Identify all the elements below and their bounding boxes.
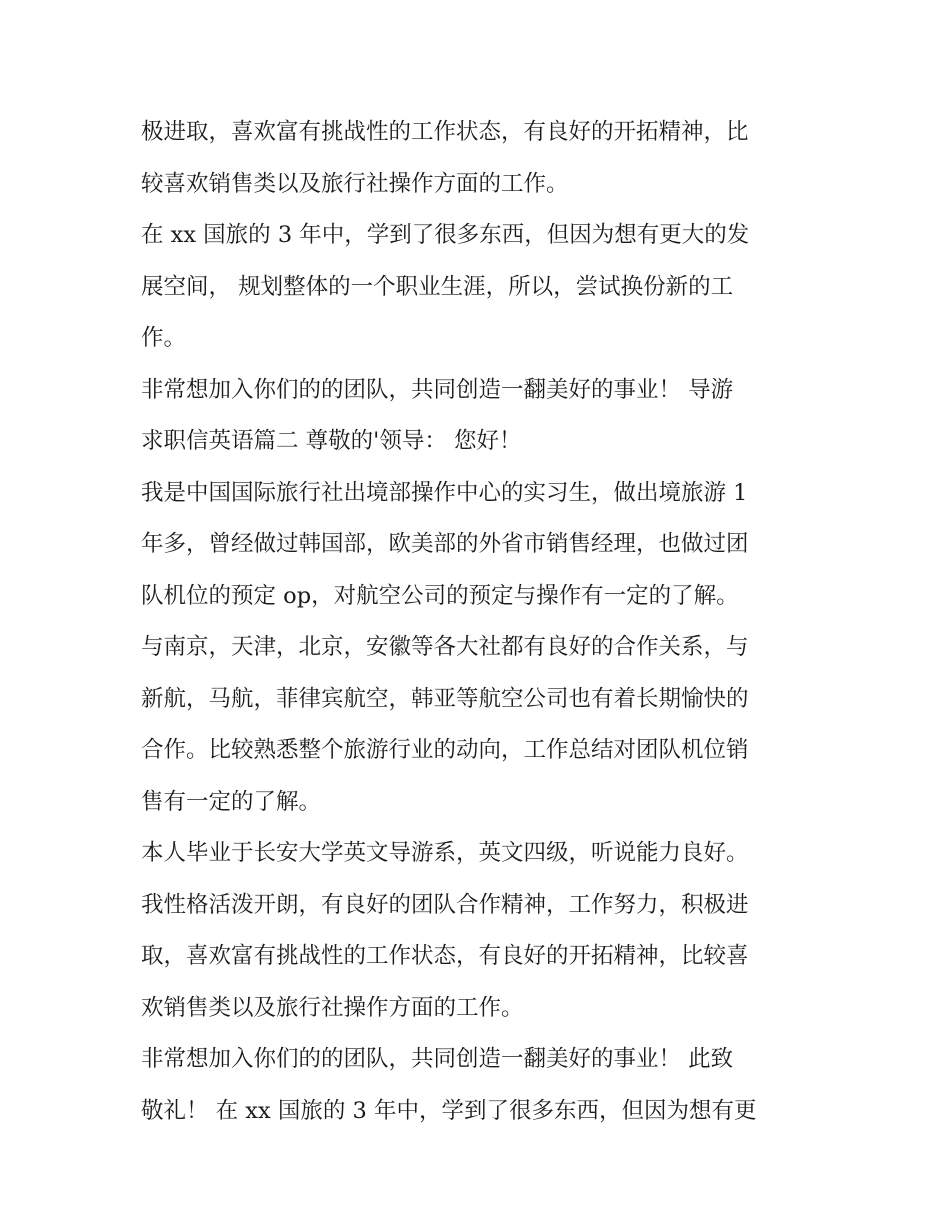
text-line: 新航，马航，菲律宾航空，韩亚等航空公司也有着长期愉快的 [141, 685, 749, 712]
text-line: 队机位的预定 op，对航空公司的预定与操作有一定的了解。 [141, 582, 739, 609]
text-line: 较喜欢销售类以及旅行社操作方面的工作。 [141, 170, 569, 197]
text-line: 合作。比较熟悉整个旅游行业的动向，工作总结对团队机位销 [141, 737, 749, 763]
text-line: 求职信英语篇二 尊敬的'领导： 您好！ [141, 428, 522, 454]
text-line: 非常想加入你们的的团队，共同创造一翻美好的事业！ 此致 [141, 1046, 734, 1072]
text-line: 与南京，天津，北京，安徽等各大社都有良好的合作关系，与 [141, 634, 749, 660]
document-body [141, 107, 816, 1137]
text-line: 我性格活泼开朗，有良好的团队合作精神，工作努力，积极进 [141, 891, 749, 918]
text-line: 敬礼！ 在 xx 国旅的 3 年中，学到了很多东西，但因为想有更 [141, 1097, 757, 1124]
text-line: 欢销售类以及旅行社操作方面的工作。 [141, 994, 524, 1021]
text-line: 在 xx 国旅的 3 年中，学到了很多东西，但因为想有更大的发 [141, 222, 750, 248]
text-line: 取，喜欢富有挑战性的工作状态，有良好的开拓精神，比较喜 [141, 943, 749, 969]
text-line: 本人毕业于长安大学英文导游系，英文四级，听说能力良好。 [141, 840, 749, 866]
text-line: 作。 [141, 325, 187, 351]
text-line: 展空间， 规划整体的一个职业生涯，所以，尝试换份新的工 [141, 273, 734, 300]
text-line: 我是中国国际旅行社出境部操作中心的实习生，做出境旅游 1 [141, 479, 748, 506]
text-line: 非常想加入你们的的团队，共同创造一翻美好的事业！ 导游 [141, 376, 734, 403]
text-line: 极进取，喜欢富有挑战性的工作状态，有良好的开拓精神，比 [141, 119, 749, 145]
text-line: 年多，曾经做过韩国部，欧美部的外省市销售经理，也做过团 [141, 531, 749, 557]
text-line: 售有一定的了解。 [141, 788, 322, 815]
